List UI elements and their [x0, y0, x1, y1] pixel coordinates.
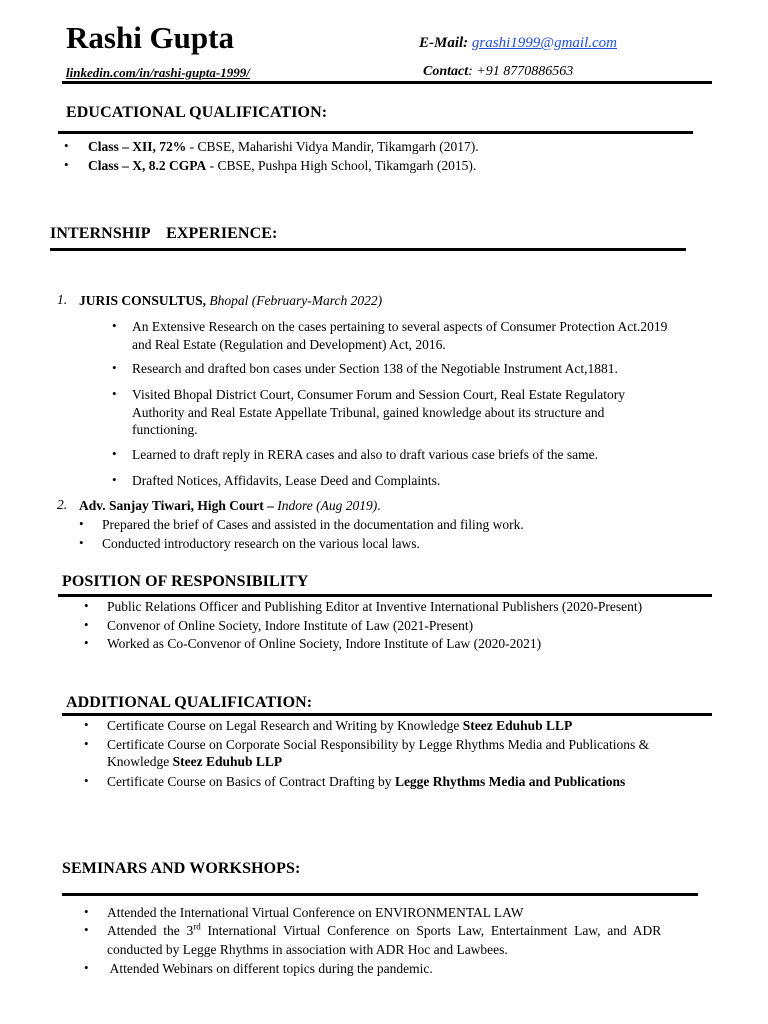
email-line	[419, 35, 617, 52]
responsibility-rule	[58, 594, 712, 597]
bullet-icon: •	[84, 960, 89, 975]
education-class: Class – XII, 72%	[88, 139, 187, 154]
bullet-icon: •	[112, 386, 117, 401]
bullet-icon: •	[64, 157, 69, 172]
education-class: Class – X, 8.2 CGPA	[88, 158, 207, 173]
email-label: E-Mail:	[419, 35, 469, 51]
bullet-icon: •	[79, 535, 84, 550]
entry-number: 1.	[57, 292, 68, 307]
entry-point: Learned to draft reply in RERA cases and also to draft various case briefs of the same.	[132, 447, 598, 462]
seminars-heading: SEMINARS AND WORKSHOPS:	[62, 860, 301, 877]
bullet-icon: •	[84, 617, 89, 632]
internship-heading: INTERNSHIP EXPERIENCE:	[50, 225, 278, 242]
candidate-name: Rashi Gupta	[66, 20, 234, 55]
entry-organisation: Adv. Sanjay Tiwari, High Court –	[79, 498, 274, 513]
responsibility-heading: POSITION OF RESPONSIBILITY	[62, 573, 309, 590]
bullet-icon: •	[84, 922, 89, 937]
bullet-icon: •	[84, 736, 89, 751]
contact-value: : +91 8770886563	[468, 64, 574, 79]
bullet-icon: •	[64, 138, 69, 153]
provider-name: Steez Eduhub LLP	[172, 754, 283, 769]
bullet-icon: •	[112, 360, 117, 375]
linkedin-link[interactable]: linkedin.com/in/rashi-gupta-1999/	[66, 65, 250, 80]
bullet-icon: •	[84, 773, 89, 788]
entry-organisation: JURIS CONSULTUS,	[79, 293, 207, 308]
bullet-icon: •	[79, 516, 84, 531]
education-detail: - CBSE, Maharishi Vidya Mandir, Tikamgarh (2017).	[186, 139, 479, 154]
email-link[interactable]: grashi1999@gmail.com	[471, 35, 617, 51]
additional-rule	[62, 713, 712, 716]
bullet-icon: •	[84, 904, 89, 919]
bullet-icon: •	[112, 446, 117, 461]
entry-point: Drafted Notices, Affidavits, Lease Deed and Complaints.	[132, 473, 441, 488]
entry-number: 2.	[57, 497, 68, 512]
bullet-icon: •	[84, 717, 89, 732]
contact-line	[423, 64, 573, 80]
education-detail: - CBSE, Pushpa High School, Tikamgarh (2015).	[206, 158, 477, 173]
education-rule	[58, 131, 693, 134]
entry-point: Research and drafted bon cases under Section 138 of the Negotiable Instrument Act,1881.	[132, 361, 618, 376]
entry-detail-suffix: .	[377, 498, 381, 513]
provider-name: Legge Rhythms Media and Publications	[394, 774, 626, 789]
internship-rule	[50, 248, 686, 251]
contact-label: Contact	[423, 64, 469, 79]
seminars-rule	[62, 893, 698, 896]
entry-detail: Bhopal (February-March 2022)	[206, 293, 383, 308]
bullet-icon: •	[84, 635, 89, 650]
bullet-icon: •	[112, 318, 117, 333]
header-rule	[62, 81, 712, 84]
additional-heading: ADDITIONAL QUALIFICATION:	[66, 694, 313, 711]
entry-detail: Indore (Aug 2019)	[273, 498, 378, 513]
provider-name: Steez Eduhub LLP	[462, 718, 573, 733]
entry-point: Visited Bhopal District Court, Consumer Forum and Session Court, Real Estate Regulatory Authority and Real Estate Appellate Tribunal, gained knowledge about its structure and functioning.	[132, 387, 626, 437]
bullet-icon: •	[84, 598, 89, 613]
entry-point: Conducted introductory research on the various local laws.	[102, 536, 420, 551]
bullet-icon: •	[112, 472, 117, 487]
entry-point: Prepared the brief of Cases and assisted in the documentation and filing work.	[102, 517, 524, 532]
education-heading: EDUCATIONAL QUALIFICATION:	[66, 104, 328, 121]
entry-point: An Extensive Research on the cases pertaining to several aspects of Consumer Protection Act.2019 and Real Estate (Regulation and Development) Act, 2016.	[132, 319, 668, 352]
